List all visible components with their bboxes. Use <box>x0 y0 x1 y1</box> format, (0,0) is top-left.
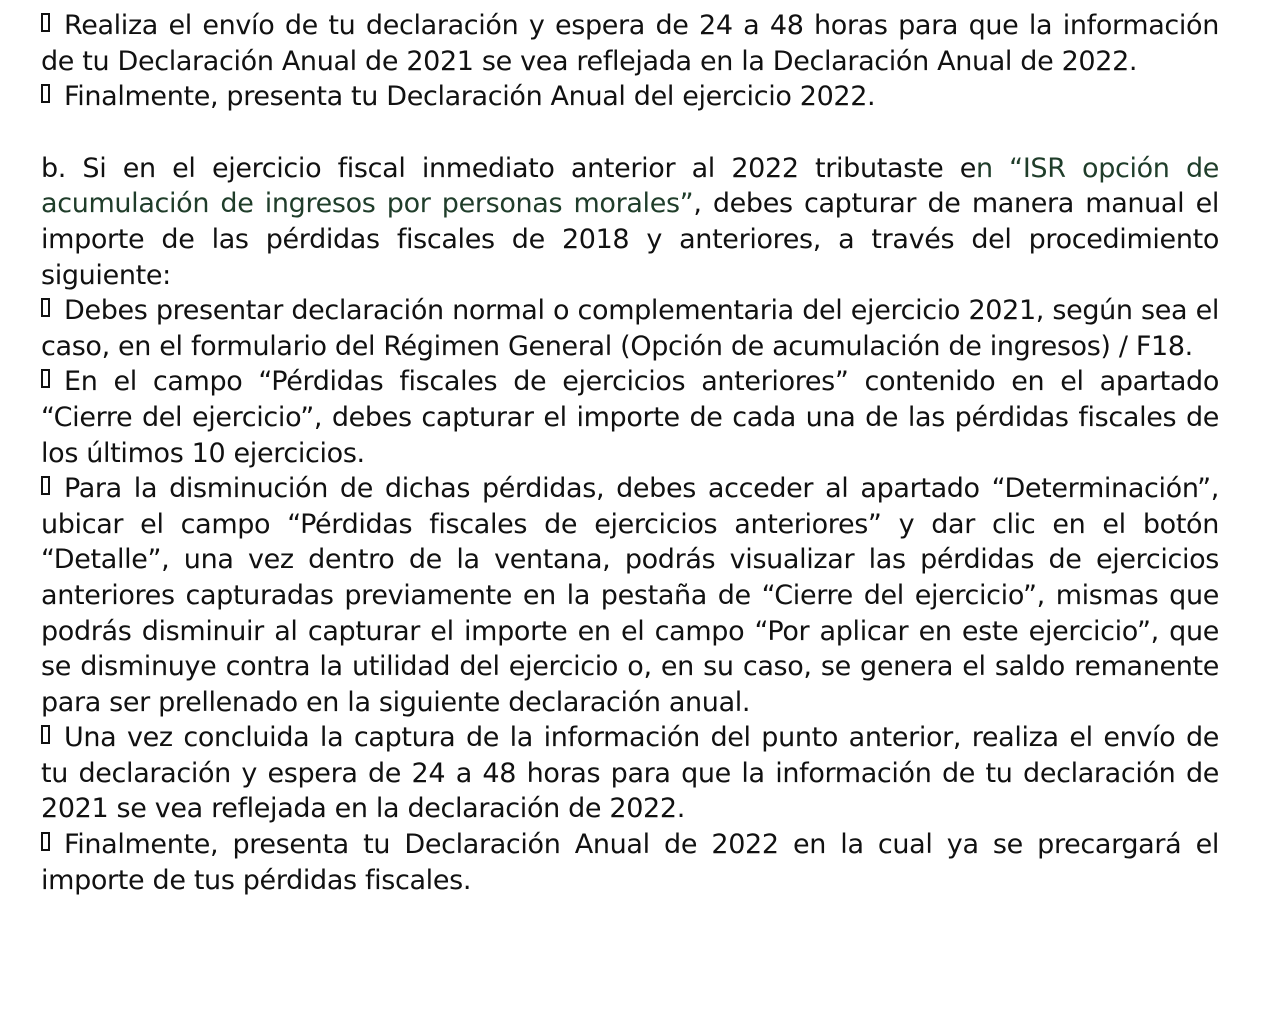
list-item-text: Finalmente, presenta tu Declaración Anual del ejercicio 2022. <box>64 81 876 113</box>
checkbox-square-icon <box>41 13 50 32</box>
list-item <box>41 471 1219 720</box>
checkbox-square-icon <box>41 298 50 317</box>
section-b-intro-start: b. Si en el ejercicio fiscal inmediato anterior al 2022 tributaste e <box>41 152 977 184</box>
list-item-text: Debes presentar declaración normal o complementaria del ejercicio 2021, según sea el caso, en el formulario del Régimen General (Opción de acumulación de ingresos) / F18. <box>41 295 1219 362</box>
checkbox-square-icon <box>41 476 50 495</box>
list-item <box>41 720 1219 827</box>
checkbox-square-icon <box>41 832 50 851</box>
checkbox-square-icon <box>41 369 50 388</box>
section-b-intro-end: , debes capturar de manera manual el importe de las pérdidas fiscales de 2018 y anteriores, a través del procedimiento siguiente: <box>41 188 1220 291</box>
section-b-intro-highlight: n “ISR opción de acumulación de ingresos por personas morales” <box>41 152 1219 220</box>
list-item-text: Para la disminución de dichas pérdidas, debes acceder al apartado “Determinación”, ubicar el campo “Pérdidas fiscales de ejercicios anteriores” y dar clic en el botón “Detalle”, una vez dentro de la ventana, podrás visualizar las pérdidas de ejercicios anteriores capturadas previamente en la pestaña de “Cierre del ejercicio”, mismas que podrás disminuir al capturar el importe en el campo “Por aplicar en este ejercicio”, que se disminuye contra la utilidad del ejercicio o, en su caso, se genera el saldo remanente para ser prellenado en la siguiente declaración anual. <box>41 473 1219 718</box>
list-item-text: En el campo “Pérdidas fiscales de ejercicios anteriores” contenido en el apartado “Cierre del ejercicio”, debes capturar el importe de cada una de las pérdidas fiscales de los últimos 10 ejercicios. <box>41 366 1219 469</box>
checkbox-square-icon <box>41 84 50 103</box>
checkbox-square-icon <box>41 725 50 744</box>
list-item <box>41 364 1219 471</box>
document-page <box>41 8 1219 898</box>
list-item-text: Finalmente, presenta tu Declaración Anual de 2022 en la cual ya se precargará el importe de tus pérdidas fiscales. <box>41 829 1219 896</box>
paragraph-spacer <box>41 115 1219 151</box>
list-item <box>41 8 1219 79</box>
list-item <box>41 79 1219 115</box>
section-b-intro <box>41 151 1219 293</box>
list-item-text: Realiza el envío de tu declaración y espera de 24 a 48 horas para que la información de tu Declaración Anual de 2021 se vea reflejada en la Declaración Anual de 2022. <box>41 10 1219 77</box>
list-item-text: Una vez concluida la captura de la información del punto anterior, realiza el envío de tu declaración y espera de 24 a 48 horas para que la información de tu declaración de 2021 se vea reflejada en la declaración de 2022. <box>41 722 1219 825</box>
list-item <box>41 827 1219 898</box>
list-item <box>41 293 1219 364</box>
